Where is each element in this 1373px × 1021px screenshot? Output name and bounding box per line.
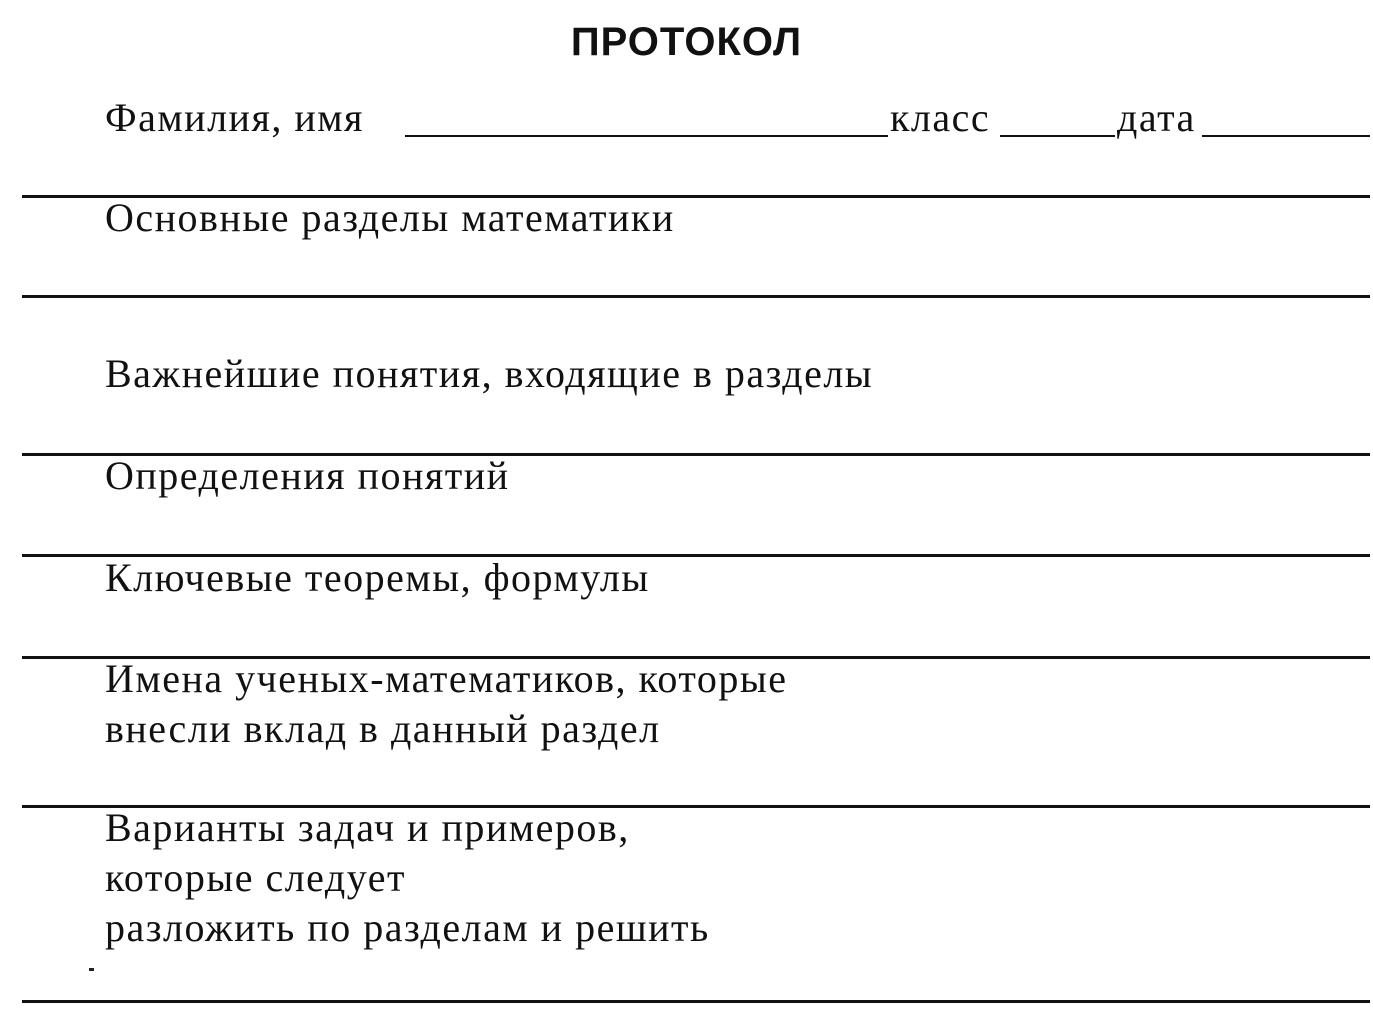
section-key-concepts bbox=[105, 349, 873, 399]
section-label: Ключевые теоремы, формулы bbox=[105, 555, 650, 600]
date-blank[interactable] bbox=[1202, 135, 1370, 137]
section-definitions bbox=[105, 451, 510, 501]
section-label: Основные разделы математики bbox=[105, 195, 675, 240]
class-blank[interactable] bbox=[1000, 135, 1115, 137]
section-label-line: которые следует bbox=[105, 855, 406, 900]
section-label: Определения понятий bbox=[105, 453, 510, 498]
section-label-line: разложить по разделам и решить bbox=[105, 905, 710, 950]
section-label-line: Варианты задач и примеров, bbox=[105, 805, 630, 850]
header-row bbox=[105, 93, 1370, 143]
date-label: дата bbox=[1117, 95, 1196, 140]
section-theorems bbox=[105, 553, 650, 603]
section-problems bbox=[105, 803, 710, 953]
name-blank[interactable] bbox=[405, 135, 888, 137]
section-main-branches bbox=[105, 193, 675, 243]
bottom-rule bbox=[22, 1000, 1370, 1003]
section-label: Важнейшие понятия, входящие в разделы bbox=[105, 351, 874, 396]
page-title: ПРОТОКОЛ bbox=[570, 20, 803, 64]
section-label-line: внесли вклад в данный раздел bbox=[105, 706, 661, 751]
section-divider bbox=[22, 295, 1370, 298]
name-label: Фамилия, имя bbox=[105, 95, 364, 140]
class-label: класс bbox=[890, 95, 991, 140]
section-label-line: Имена ученых-математиков, которые bbox=[105, 656, 788, 701]
section-mathematicians bbox=[105, 654, 787, 754]
scan-speck bbox=[89, 968, 94, 971]
